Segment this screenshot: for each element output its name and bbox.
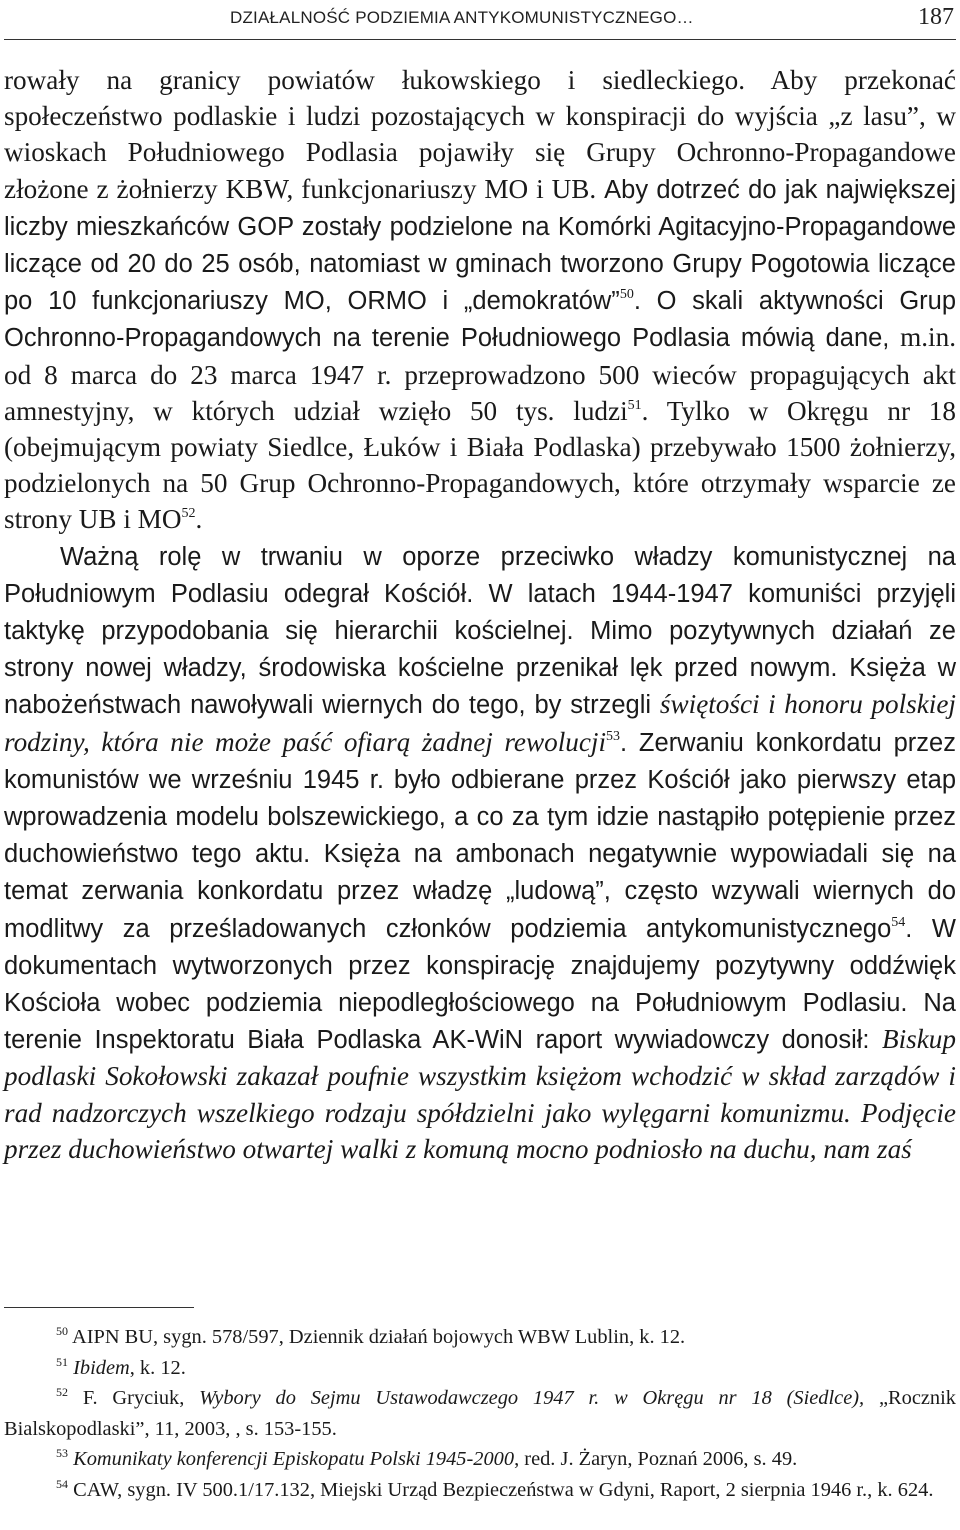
footnote-ref-53[interactable]: 53 [606, 728, 621, 744]
footnotes [4, 1322, 956, 1505]
footnote-53 [4, 1444, 956, 1475]
paragraph-2 [4, 538, 956, 1167]
body-text-segment: . Tylko w Okręgu nr 18 (obejmującym powiaty Siedlce, Łuków i Biała Podlaska) przebywało 1500 żołnierzy, podzielonych na 50 Grup Ochronno-Propagandowych, które otrzymały wsparcie ze strony UB i MO [4, 395, 956, 535]
footnote-number: 50 [56, 1324, 68, 1338]
footnote-52 [4, 1383, 956, 1444]
body-text-segment: . W dokumentach wytworzonych przez konspirację znajdujemy pozytywny oddźwięk Kościoła wobec podziemia niepodległościowego na Południowym Podlasiu. Na terenie Inspektoratu Biała Podlaska AK-WiN raport wywiadowczy donosił: [4, 914, 956, 1055]
footnote-51 [4, 1353, 956, 1384]
footnote-text: CAW, sygn. IV 500.1/17.132, Miejski Urząd Bezpieczeństwa w Gdyni, Raport, 2 sierpnia 1946 r., k. 624. [73, 1478, 934, 1501]
footnote-number: 53 [56, 1446, 68, 1460]
footnote-ref-54[interactable]: 54 [891, 914, 906, 930]
quoted-italic-text: Biskup podlaski Sokołowski zakazał poufnie wszystkim księżom wchodzić w skład zarządów i rad nadzorczych wszelkiego rodzaju spółdzielni jako wylęgarni komunizmu. Podjęcie przez duchowieństwo otwartej walki z komuną mocno podniosło na duchu, nam zaś [4, 1024, 956, 1164]
footnote-ref-52[interactable]: 52 [181, 506, 196, 522]
body-text-segment: . O skali aktywności Grup Ochronno-Propagandowych na terenie Południowego Podlasia mówią dane, [4, 287, 957, 353]
footnote-text: F. Gryciuk, [82, 1387, 200, 1409]
main-text [4, 62, 956, 1167]
footnote-text: AIPN BU, sygn. 578/597, Dziennik działań bojowych WBW Lublin, k. 12. [71, 1326, 686, 1348]
footnote-number: 54 [56, 1476, 68, 1491]
footnote-number: 51 [56, 1354, 68, 1369]
footnote-number: 52 [56, 1385, 68, 1399]
footnote-italic: Komunikaty konferencji Episkopatu Polski 1945-2000 [73, 1448, 515, 1470]
footnote-text: , red. J. Żaryn, Poznań 2006, s. 49. [514, 1448, 798, 1470]
quoted-italic-text: świętości i honoru polskiej rodziny, która nie może paść ofiarą żadnej rewolucji [4, 689, 956, 757]
header-rule [4, 39, 956, 40]
footnote-ref-51[interactable]: 51 [627, 397, 642, 413]
footnote-italic: Ibidem [73, 1356, 130, 1379]
body-text-segment: Ważną rolę w trwaniu w oporze przeciwko władzy komunistycznej na Południowym Podlasiu odegrał Kościół. W latach 1944-1947 komuniści przyjęli taktykę przypodobania się hierarchii kościelnej. Mimo pozytywnych działań ze strony nowej władzy, środowiska kościelne przenikał lęk przed nowym. Księża w nabożeństwach nawoływali wiernych do tego, by strzegli [4, 542, 956, 720]
footnote-text: , k. 12. [129, 1356, 186, 1379]
footnote-separator [4, 1307, 194, 1308]
body-text-segment: . [195, 504, 203, 535]
footnote-italic: Wybory do Sejmu Ustawodawczego 1947 r. w Okręgu nr 18 (Siedlce), [199, 1387, 865, 1409]
body-text-segment: rowały na granicy powiatów łukowskiego i siedleckiego. Aby przekonać społeczeństwo podlaskie i ludzi pozostających w konspiracji do wyjścia „z lasu”, w wioskach Południowego Podlasia pojawiły się Grupy Ochronno-Propagandowe złożone z żołnierzy KBW, funkcjonariuszy MO i UB. [4, 65, 956, 204]
footnote-text: „Rocznik Bialskopodlaski”, 11, 2003, , s. 153-155. [4, 1387, 956, 1440]
footnote-50 [4, 1322, 956, 1353]
footnote-ref-50[interactable]: 50 [619, 287, 634, 303]
body-text-segment: . Zerwaniu konkordatu przez komunistów we wrześniu 1945 r. [4, 728, 956, 794]
footnote-54 [4, 1475, 956, 1506]
body-text-segment: Aby dotrzeć do jak największej liczby mieszkańców GOP zostały podzielone na Komórki Agitacyjno-Propagandowe liczące od 20 do 25 osób, natomiast w gminach tworzono Grupy Pogotowia liczące po 10 funkcjonariuszy MO, ORMO i „demokratów” [4, 175, 956, 316]
running-header [0, 0, 960, 42]
body-text-segment: m.in. od 8 marca do 23 marca 1947 r. przeprowadzono 500 wieców propagujących akt amnestyjny, w których udział wzięło 50 tys. ludzi [4, 322, 956, 426]
body-text-segment: było odbierane przez Kościół jako pierwszy etap wprowadzenia modelu bolszewickiego, a co za tym idzie nastąpiło potępienie przez duchowieństwo tego aktu. Księża na ambonach negatywnie wypowiadali się na temat zerwania konkordatu przez władzę „ludową”, często wzywali wiernych do modlitwy za prześladowanych członków podziemia antykomunistycznego [4, 765, 956, 943]
paragraph-1 [4, 62, 956, 538]
running-title: DZIAŁALNOŚĆ PODZIEMIA ANTYKOMUNISTYCZNEGO… [230, 8, 694, 27]
page-number: 187 [918, 4, 954, 30]
